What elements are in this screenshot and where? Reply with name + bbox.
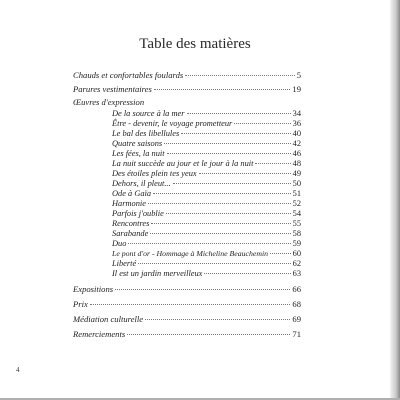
dot-leader: [270, 253, 291, 254]
dot-leader: [187, 113, 291, 114]
toc-entry-label: Le pont d'or - Hommage à Micheline Beauchemin: [112, 249, 269, 258]
dot-leader: [153, 193, 291, 194]
toc-entry-page: 68: [292, 299, 301, 309]
dot-leader: [181, 133, 290, 134]
dot-leader: [127, 334, 290, 335]
toc-entry-page: 48: [292, 159, 301, 168]
toc-entry-label: Chauds et confortables foulards: [73, 70, 184, 80]
dot-leader: [151, 223, 290, 224]
toc-entry: [73, 314, 301, 324]
toc-entry-label: Des étoiles plein tes yeux: [112, 169, 197, 178]
toc-entry-page: 60: [292, 249, 301, 258]
toc-entry-page: 34: [292, 109, 301, 118]
page-title: Table des matières: [139, 36, 251, 52]
toc-entry-page: 63: [292, 269, 301, 278]
dot-leader: [138, 263, 290, 264]
toc-entry-page: 62: [292, 259, 301, 268]
toc-entry: [73, 70, 301, 80]
dot-leader: [167, 153, 291, 154]
toc-sub-entry: [112, 199, 301, 208]
toc-entry-page: 69: [292, 314, 301, 324]
dot-leader: [185, 75, 294, 76]
dot-leader: [204, 273, 290, 274]
dot-leader: [199, 173, 291, 174]
toc-sub-entry: [112, 249, 301, 258]
toc-entry-page: 55: [292, 219, 301, 228]
toc-entry: [73, 84, 301, 94]
toc-sub-entry: [112, 269, 301, 278]
dot-leader: [128, 243, 290, 244]
toc-entry-label: Sarabande: [112, 229, 149, 238]
toc-entry-label: Rencontres: [112, 219, 150, 228]
dot-leader: [166, 213, 291, 214]
toc-sub-entry: [112, 259, 301, 268]
toc-sub-entry: [112, 209, 301, 218]
toc-entry-label: Expositions: [73, 284, 114, 294]
toc-sub-entry: [112, 119, 301, 128]
toc-entry-label: Prix: [73, 299, 88, 309]
toc-entry-label: La nuit succède au jour et le jour à la nuit: [112, 159, 254, 168]
toc-entry-page: 42: [292, 139, 301, 148]
toc-entry-label: Duo: [112, 239, 127, 248]
toc-entry-label: Quatre saisons: [112, 139, 163, 148]
toc-entry-label: Médiation culturelle: [73, 314, 144, 324]
toc-entry-label: Ode à Gaïa: [112, 189, 152, 198]
page-number: 4: [16, 366, 20, 374]
toc-entry-page: 51: [292, 189, 301, 198]
toc-entry: [73, 329, 301, 339]
toc-sub-entry: [112, 179, 301, 188]
toc-entry-label: Remerciements: [73, 329, 126, 339]
toc-entry-label: Les fées, la nuit: [112, 149, 165, 158]
toc-sub-entry: [112, 189, 301, 198]
toc-entry-label: Parfois j'oublie: [112, 209, 164, 218]
toc-sub-entry: [112, 169, 301, 178]
toc-sub-entry: [112, 109, 301, 118]
dot-leader: [145, 319, 290, 320]
toc-entry-label: Harmonie: [112, 199, 146, 208]
toc-sub-entry: [112, 229, 301, 238]
dot-leader: [255, 163, 290, 164]
toc-sub-entry: [112, 139, 301, 148]
toc-sub-entry: [112, 239, 301, 248]
toc-entry-label: Parures vestimentaires: [73, 84, 152, 94]
dot-leader: [164, 143, 290, 144]
toc-entry-page: 52: [292, 199, 301, 208]
toc-entry-page: 54: [292, 209, 301, 218]
dot-leader: [90, 304, 291, 305]
toc-entry-label: Liberté: [112, 259, 137, 268]
toc-entry-page: 49: [292, 169, 301, 178]
dot-leader: [234, 123, 290, 124]
toc-entry-page: 58: [292, 229, 301, 238]
toc-entry-page: 46: [292, 149, 301, 158]
toc-entry-page: 19: [292, 84, 301, 94]
toc-entry-label: Il est un jardin merveilleux: [112, 269, 203, 278]
toc-entry-page: 36: [292, 119, 301, 128]
toc-entry: [73, 299, 301, 309]
dot-leader: [154, 89, 291, 90]
toc-entry-page: 5: [296, 70, 301, 80]
dot-leader: [150, 233, 290, 234]
toc-sub-entry: [112, 219, 301, 228]
toc-entry: [73, 284, 301, 294]
toc-entry-label: Dehors, il pleut...: [112, 179, 171, 188]
toc-sub-entry: [112, 159, 301, 168]
book-spine-shadow: [390, 0, 400, 400]
section-heading: Œuvres d'expression: [73, 97, 145, 107]
toc-entry-label: Être - devenir, le voyage prometteur: [112, 119, 233, 128]
dot-leader: [115, 289, 290, 290]
toc-entry-label: De la source à la mer: [112, 109, 185, 118]
dot-leader: [148, 203, 291, 204]
toc-entry-page: 40: [292, 129, 301, 138]
toc-entry-page: 66: [292, 284, 301, 294]
toc-entry-label: Le bal des libellules: [112, 129, 180, 138]
toc-entry-page: 71: [292, 329, 301, 339]
toc-sub-entry: [112, 149, 301, 158]
toc-sub-entry: [112, 129, 301, 138]
dot-leader: [173, 183, 291, 184]
toc-entry-page: 59: [292, 239, 301, 248]
toc-entry-page: 50: [292, 179, 301, 188]
